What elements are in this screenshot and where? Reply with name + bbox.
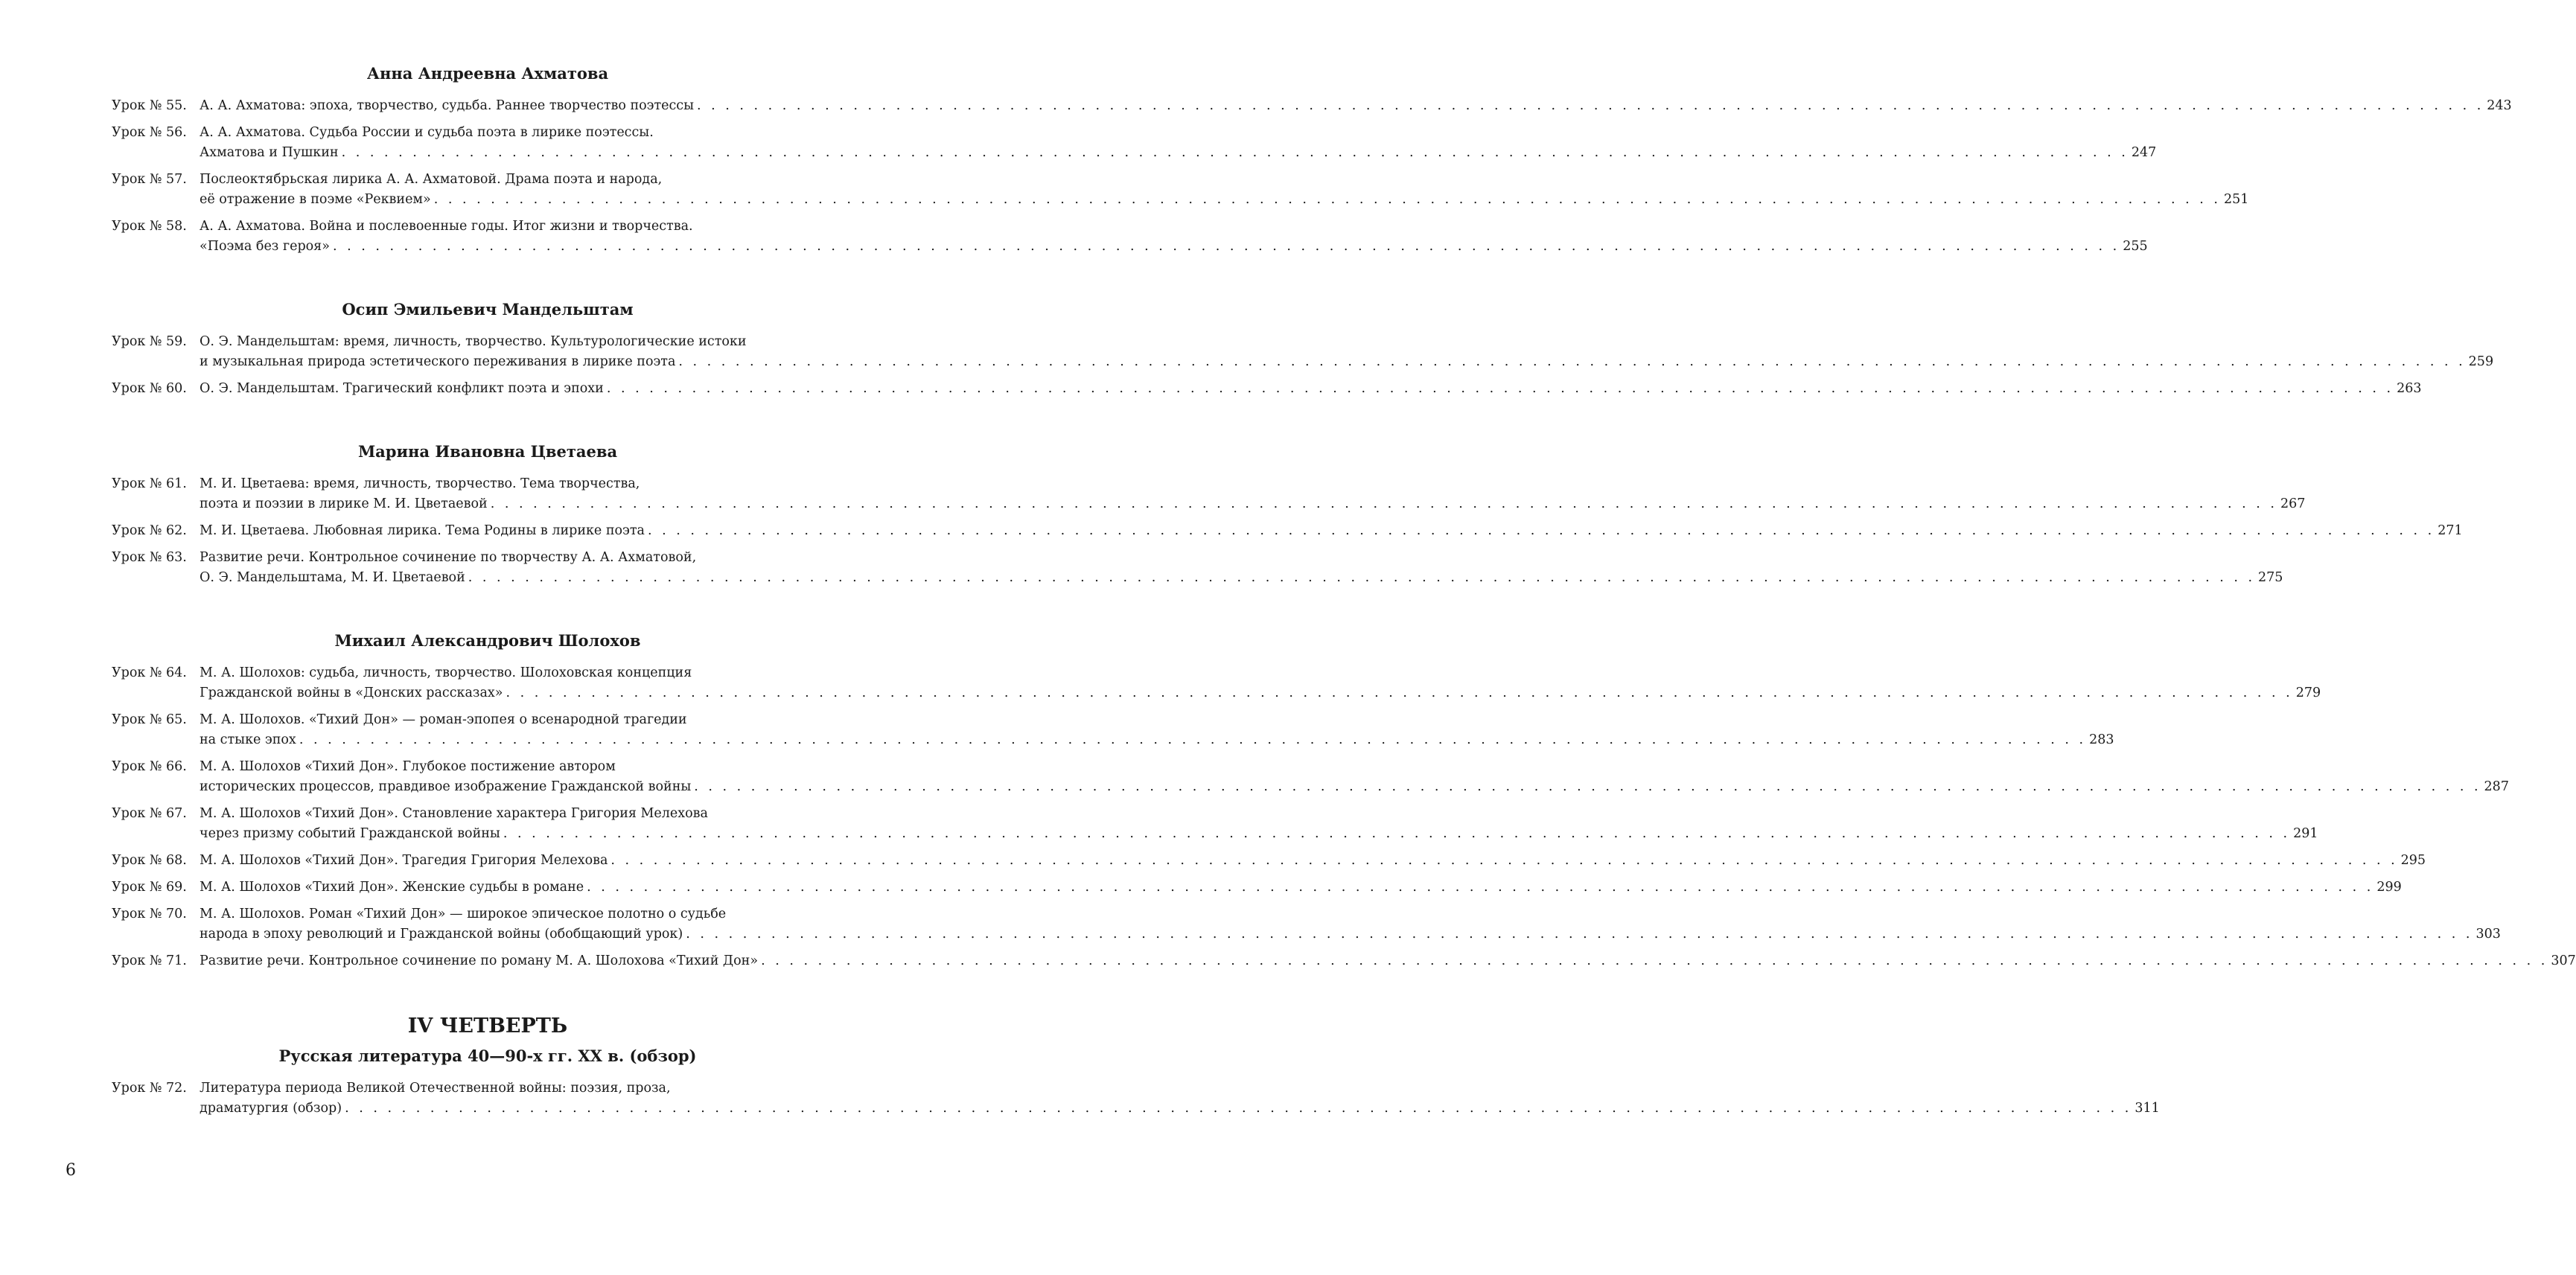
section-title: Михаил Александрович Шолохов [334,631,641,650]
lesson-title-line: Развитие речи. Контрольное сочинение по роману М. А. Шолохова «Тихий Дон» [200,953,759,968]
toc-section [112,442,2463,588]
lesson-label: Урок № 66. [112,759,187,774]
page-ref: 303 [2475,927,2501,942]
lesson-title-line: и музыкальная природа эстетического переживания в лирике поэта [200,354,676,369]
lesson-label: Урок № 69. [112,880,187,895]
toc-section [112,64,2512,257]
lesson-title-line: М. А. Шолохов «Тихий Дон». Трагедия Григория Мелехова [200,853,608,868]
section-title: Марина Ивановна Цветаева [357,442,618,461]
toc-entry [112,96,2512,116]
toc-entry [112,379,2422,399]
lesson-title-line: А. А. Ахматова. Война и послевоенные годы. Итог жизни и творчества. [200,219,693,234]
lesson-label: Урок № 59. [112,334,187,349]
lesson-label: Урок № 62. [112,523,187,538]
lesson-last-line [200,683,2321,703]
lesson-last-line [200,824,2318,844]
toc-entry [112,1079,2160,1119]
dot-leader [587,878,2373,898]
dot-leader [503,824,2290,844]
lesson-label: Урок № 71. [112,953,187,968]
toc-entry [112,804,2318,844]
lesson-title-line: народа в эпоху революций и Гражданской войны (обобщающий урок) [200,927,683,942]
lesson-body [200,521,2463,541]
toc-entry [112,878,2402,898]
lesson-title-line: «Поэма без героя» [200,239,330,254]
lesson-label: Урок № 70. [112,907,187,921]
lesson-last-line [200,379,2422,399]
lesson-title-line: О. Э. Мандельштам. Трагический конфликт поэта и эпохи [200,381,604,396]
lesson-label: Урок № 67. [112,806,187,821]
page-ref: 259 [2468,354,2494,369]
lesson-body [200,851,2426,871]
toc-entry [112,663,2321,703]
lesson-last-line [200,1099,2160,1119]
lesson-label: Урок № 61. [112,476,187,491]
lesson-body [200,663,2321,703]
lesson-label: Урок № 58. [112,219,187,234]
dot-leader [686,924,2473,945]
lesson-body [200,804,2318,844]
lesson-body [200,710,2114,750]
lesson-last-line [200,878,2402,898]
dot-leader [761,951,2548,971]
lesson-body [200,170,2248,210]
lesson-label: Урок № 60. [112,381,187,396]
lesson-title-line: М. А. Шолохов. «Тихий Дон» — роман-эпопея о всенародной трагедии [200,712,687,727]
lesson-label: Урок № 72. [112,1081,187,1096]
lesson-last-line [200,237,2148,257]
page-ref: 311 [2135,1101,2160,1116]
toc-entry [112,474,2306,514]
dot-leader [694,777,2481,797]
lesson-body [200,332,2493,372]
page-number: 6 [66,1161,76,1180]
lesson-body [200,951,2576,971]
toc-entry [112,548,2283,588]
page-ref: 267 [2280,496,2306,511]
page-ref: 287 [2484,779,2509,794]
page-ref: 279 [2295,686,2321,700]
page-ref: 271 [2438,523,2463,538]
lesson-title-line: её отражение в поэме «Реквием» [200,192,431,207]
toc-entry [112,170,2249,210]
lesson-body [200,474,2305,514]
quarter-title: IV ЧЕТВЕРТЬ [407,1014,568,1038]
dot-leader [345,1099,2132,1119]
page-ref: 263 [2397,381,2422,396]
page-ref: 251 [2224,192,2249,207]
dot-leader [468,568,2255,588]
toc-entry [112,123,2157,163]
lesson-title-line: М. И. Цветаева. Любовная лирика. Тема Родины в лирике поэта [200,523,645,538]
lesson-title-line: М. А. Шолохов: судьба, личность, творчество. Шолоховская концепция [200,665,692,680]
lesson-title-line: Развитие речи. Контрольное сочинение по творчеству А. А. Ахматовой, [200,550,697,565]
toc-entry [112,904,2501,945]
lesson-last-line [200,568,2283,588]
lesson-last-line [200,521,2463,541]
dot-leader [607,379,2394,399]
lesson-last-line [200,730,2114,750]
table-of-contents [112,64,2576,1125]
lesson-title-line: Ахматова и Пушкин [200,145,339,160]
lesson-title-line: О. Э. Мандельштам: время, личность, творчество. Культурологические истоки [200,334,747,349]
toc-entry [112,851,2426,871]
lesson-label: Урок № 68. [112,853,187,868]
lesson-title-line: М. А. Шолохов «Тихий Дон». Становление характера Григория Мелехова [200,806,708,821]
page-ref: 299 [2376,880,2402,895]
lesson-body [200,878,2402,898]
lesson-label: Урок № 65. [112,712,187,727]
lesson-label: Урок № 55. [112,98,187,113]
dot-leader [491,494,2277,514]
quarter-block [112,1014,2160,1119]
toc-entry [112,217,2148,257]
page-ref: 255 [2123,239,2148,254]
lesson-title-line: Послеоктябрьская лирика А. А. Ахматовой. Драма поэта и народа, [200,172,663,187]
toc-entry [112,521,2463,541]
lesson-last-line [200,143,2156,163]
lesson-last-line [200,851,2426,871]
lesson-title-line: М. А. Шолохов. Роман «Тихий Дон» — широкое эпическое полотно о судьбе [200,907,727,921]
toc-entry [112,710,2114,750]
lesson-title-line: А. А. Ахматова. Судьба России и судьба поэта в лирике поэтессы. [200,125,654,140]
section-title: Осип Эмильевич Мандельштам [342,300,634,319]
lesson-last-line [200,96,2512,116]
lesson-title-line: через призму событий Гражданской войны [200,826,500,841]
lesson-title-line: О. Э. Мандельштама, М. И. Цветаевой [200,570,465,585]
dot-leader [697,96,2484,116]
lesson-title-line: на стыке эпох [200,732,296,747]
lesson-label: Урок № 63. [112,550,187,565]
lesson-title-line: А. А. Ахматова: эпоха, творчество, судьба. Раннее творчество поэтессы [200,98,695,113]
quarter-subtitle: Русская литература 40—90-х гг. XX в. (обзор) [278,1046,697,1065]
dot-leader [678,352,2465,372]
quarter-entries [112,1079,2160,1119]
lesson-label: Урок № 64. [112,665,187,680]
toc-section [112,300,2494,399]
lesson-last-line [200,951,2576,971]
lesson-last-line [200,494,2305,514]
dot-leader [610,851,2397,871]
toc-sections [112,64,2576,971]
lesson-label: Урок № 57. [112,172,187,187]
dot-leader [333,237,2120,257]
dot-leader [434,190,2221,210]
lesson-body [200,904,2501,945]
page-ref: 275 [2258,570,2283,585]
page-ref: 295 [2400,853,2426,868]
lesson-last-line [200,352,2493,372]
page-ref: 247 [2131,145,2157,160]
toc-entry [112,951,2576,971]
lesson-body [200,123,2156,163]
dot-leader [299,730,2086,750]
toc-entry [112,332,2494,372]
page-ref: 291 [2293,826,2318,841]
dot-leader [648,521,2435,541]
lesson-title-line: исторических процессов, правдивое изображение Гражданской войны [200,779,692,794]
toc-entry [112,757,2509,797]
lesson-body [200,217,2148,257]
page-ref: 243 [2487,98,2512,113]
dot-leader [506,683,2292,703]
lesson-body [200,1079,2160,1119]
lesson-title-line: Литература периода Великой Отечественной войны: поэзия, проза, [200,1081,671,1096]
dot-leader [342,143,2129,163]
lesson-body [200,757,2509,797]
toc-section [112,631,2576,971]
lesson-title-line: М. И. Цветаева: время, личность, творчество. Тема творчества, [200,476,640,491]
lesson-body [200,379,2422,399]
lesson-last-line [200,190,2248,210]
lesson-title-line: драматургия (обзор) [200,1101,342,1116]
lesson-last-line [200,777,2509,797]
page-ref: 283 [2089,732,2114,747]
lesson-title-line: М. А. Шолохов «Тихий Дон». Глубокое постижение автором [200,759,616,774]
lesson-title-line: Гражданской войны в «Донских рассказах» [200,686,503,700]
lesson-title-line: М. А. Шолохов «Тихий Дон». Женские судьбы в романе [200,880,584,895]
lesson-body [200,96,2512,116]
lesson-title-line: поэта и поэзии в лирике М. И. Цветаевой [200,496,488,511]
lesson-label: Урок № 56. [112,125,187,140]
lesson-body [200,548,2283,588]
section-title: Анна Андреевна Ахматова [366,64,609,83]
page-ref: 307 [2551,953,2576,968]
lesson-last-line [200,924,2501,945]
